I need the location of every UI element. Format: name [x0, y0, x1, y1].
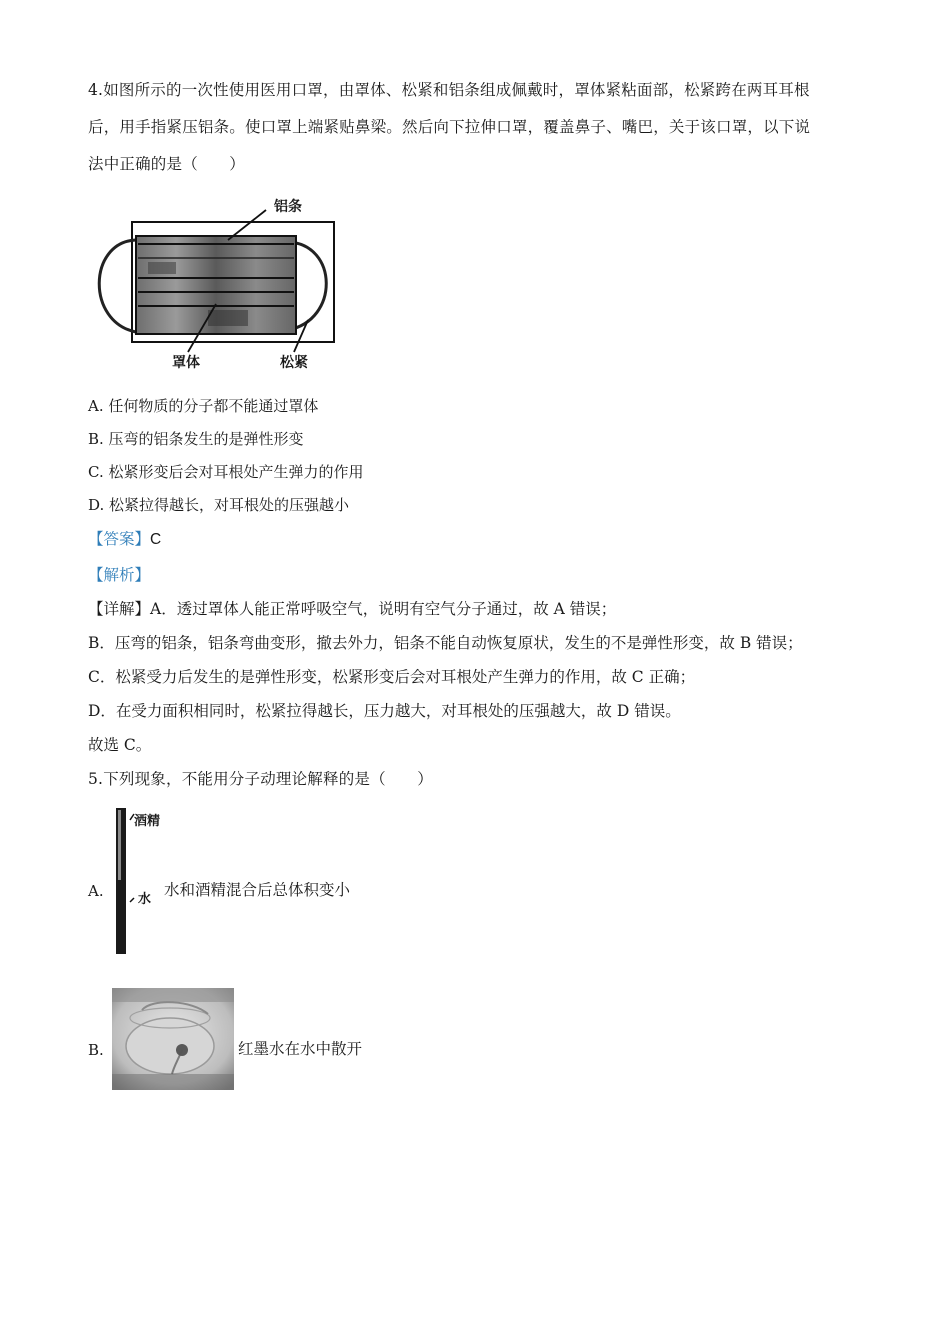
- ink-in-water-photo: [112, 988, 234, 1090]
- analysis-line: [88, 565, 150, 585]
- q5-option-a-text: 水和酒精混合后总体积变小: [164, 881, 351, 899]
- q4-stem-line-3: 法中正确的是（ ）: [88, 155, 246, 173]
- analysis-tag: 【解析】: [88, 566, 151, 584]
- answer-tag: 【答案】: [88, 530, 151, 548]
- detail-line-1: 【详解】A．透过罩体人能正常呼吸空气，说明有空气分子通过，故 A 错误；: [88, 600, 617, 618]
- tube-label-alcohol: 酒精: [134, 814, 161, 829]
- q4-option-c: C. 松紧形变后会对耳根处产生弹力的作用: [88, 463, 364, 481]
- detail-line-5: 故选 C。: [88, 736, 152, 754]
- tube-label-water: 水: [138, 892, 152, 907]
- q4-option-b: B. 压弯的铝条发生的是弹性形变: [88, 430, 304, 448]
- q5-option-a-label: A.: [88, 882, 104, 900]
- mask-illustration: [88, 192, 340, 374]
- ink-photo: [112, 988, 234, 1090]
- detail-line-4: D．在受力面积相同时，松紧拉得越长，压力越大，对耳根处的压强越大，故 D 错误。: [88, 702, 681, 720]
- q5-option-b-label: B.: [88, 1041, 104, 1059]
- mask-figure: [88, 192, 340, 374]
- q4-option-a: A. 任何物质的分子都不能通过罩体: [88, 397, 319, 415]
- q5-option-b-text: 红墨水在水中散开: [238, 1040, 363, 1058]
- label-mask-body: 罩体: [172, 355, 200, 371]
- label-elastic: 松紧: [280, 355, 308, 371]
- answer-value: C: [150, 531, 162, 548]
- label-aluminum-strip: 铝条: [274, 199, 302, 215]
- detail-line-3: C．松紧受力后发生的是弹性形变，松紧形变后会对耳根处产生弹力的作用，故 C 正确；: [88, 668, 696, 686]
- q5-stem: 5.下列现象，不能用分子动理论解释的是（ ）: [88, 770, 433, 788]
- q4-stem-line-2: 后，用手指紧压铝条。使口罩上端紧贴鼻梁。然后向下拉伸口罩，覆盖鼻子、嘴巴，关于该口罩，以下说: [88, 118, 811, 136]
- tube-figure: [108, 806, 164, 958]
- answer-line: [88, 529, 161, 550]
- q4-stem-line-1: 4.如图所示的一次性使用医用口罩，由罩体、松紧和铝条组成佩戴时，罩体紧粘面部，松紧跨在两耳耳根: [88, 81, 810, 99]
- q4-option-d: D. 松紧拉得越长，对耳根处的压强越小: [88, 496, 350, 514]
- detail-line-2: B．压弯的铝条，铝条弯曲变形，撤去外力，铝条不能自动恢复原状，发生的不是弹性形变，故 B 错误；: [88, 634, 803, 652]
